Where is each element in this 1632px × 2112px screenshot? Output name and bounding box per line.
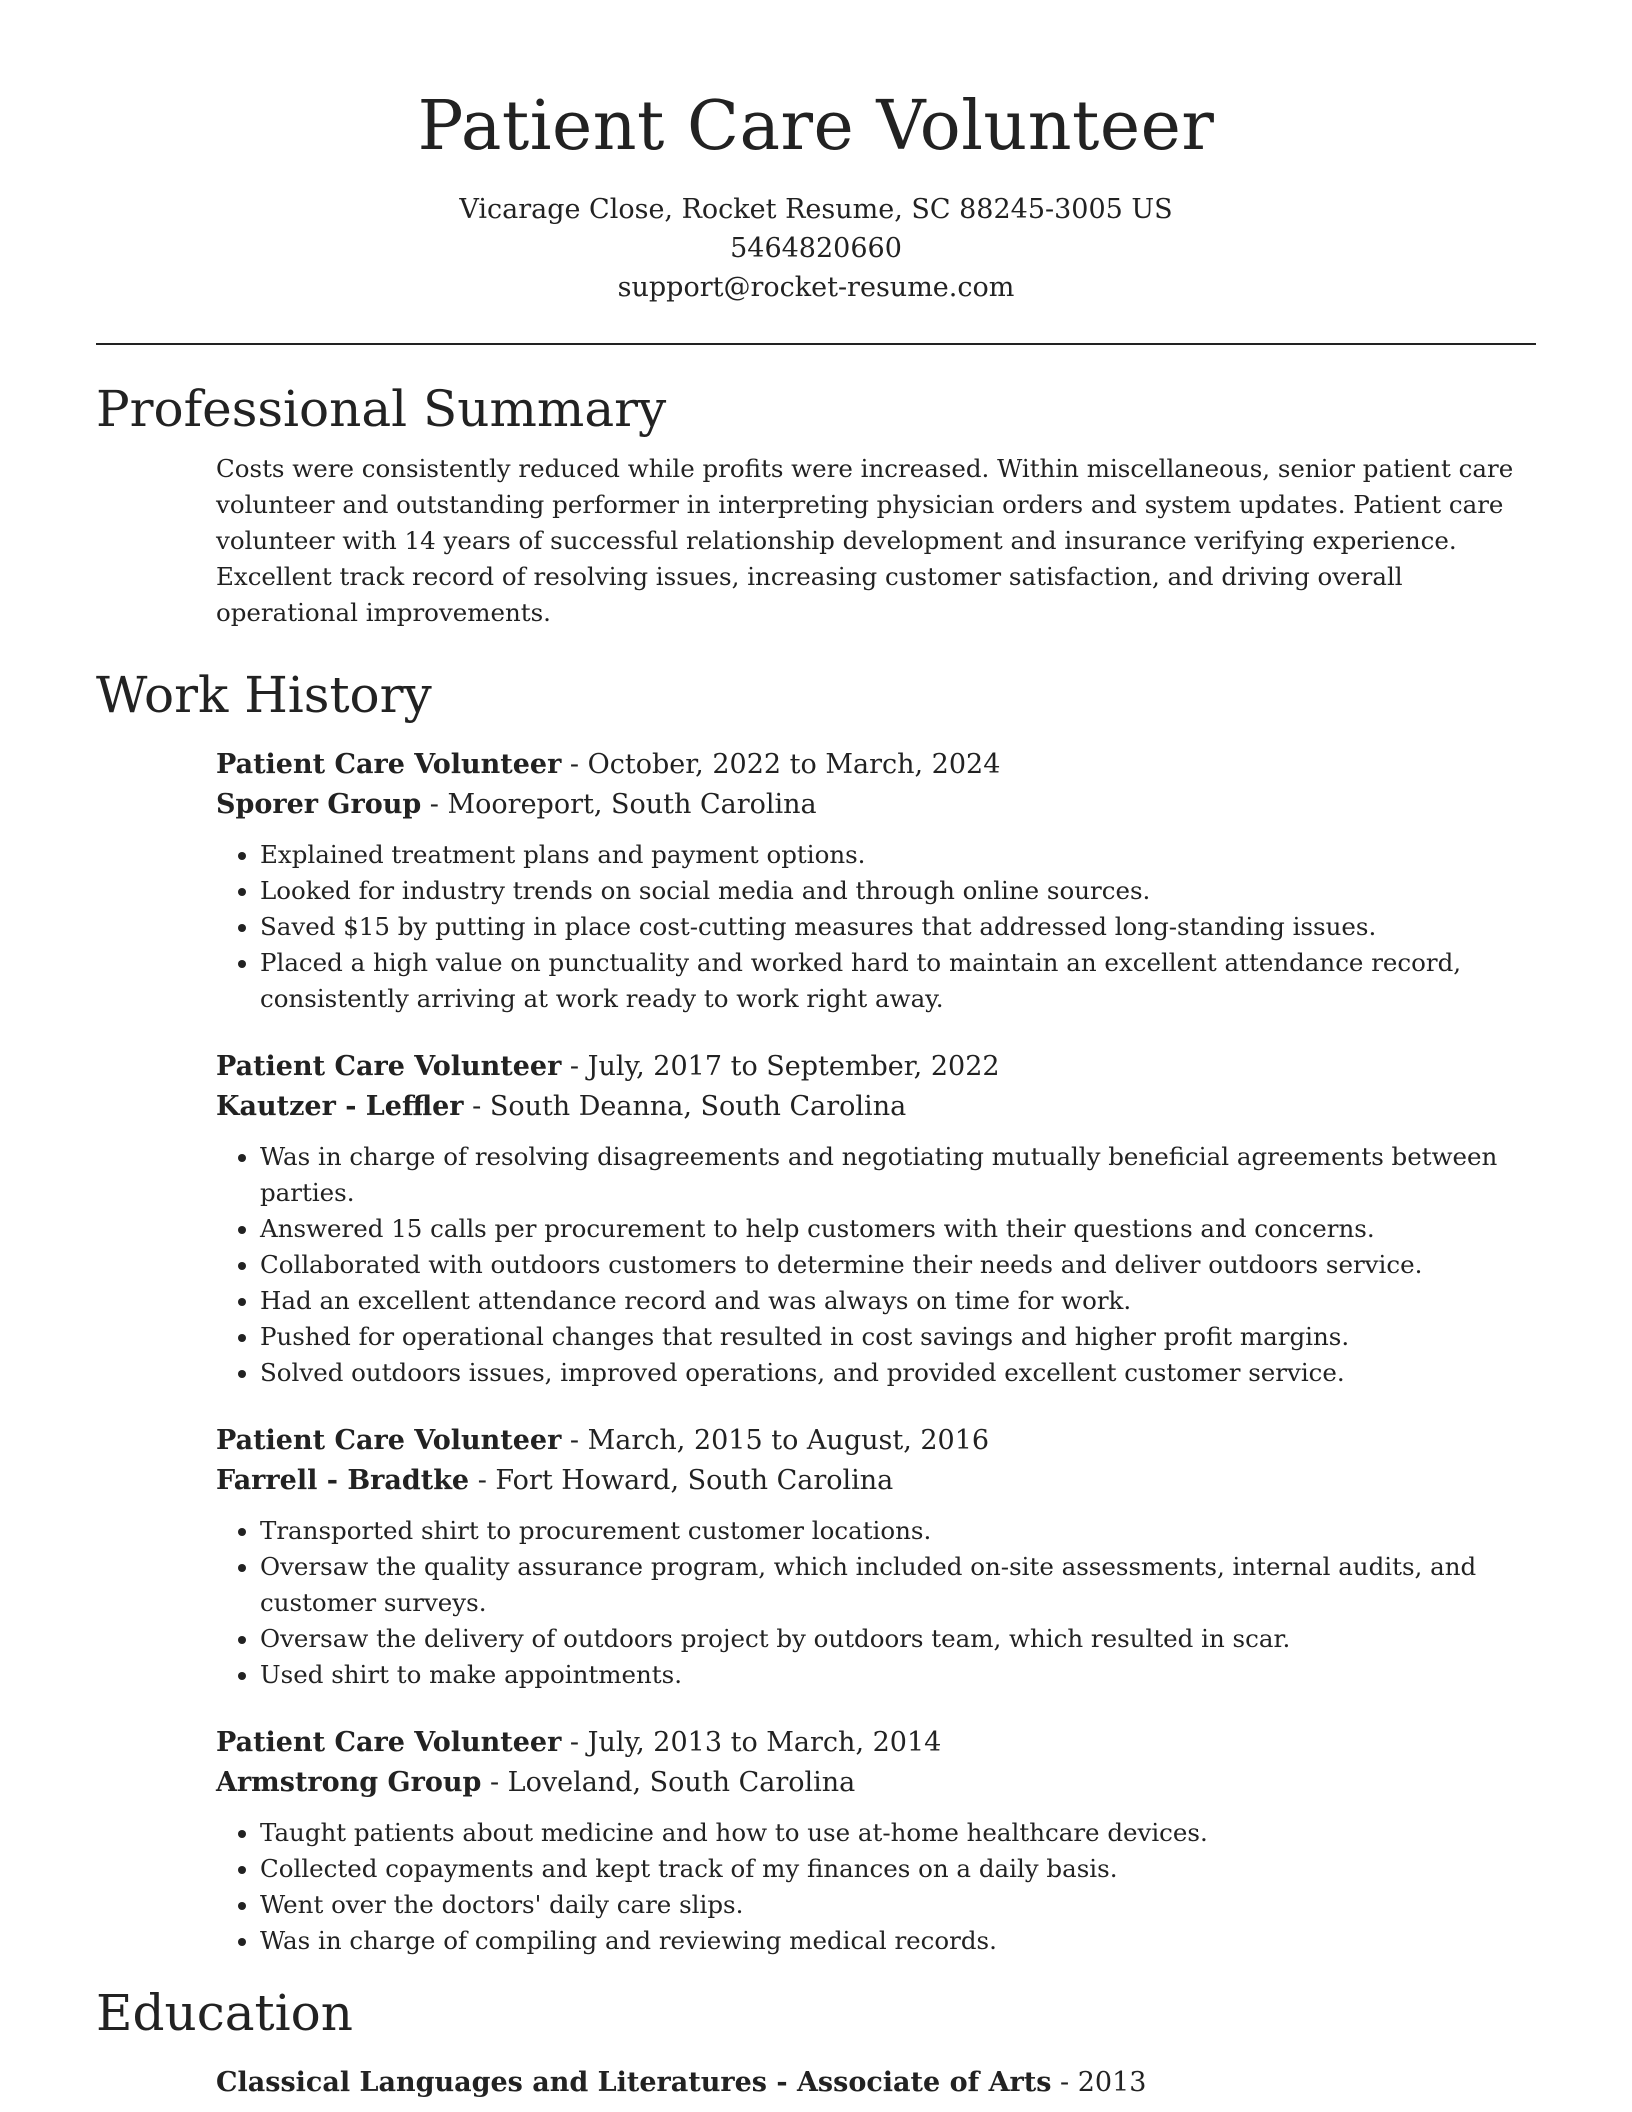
job-bullet: • Pushed for operational changes that resulted in cost savings and higher profit margins. bbox=[260, 1319, 1536, 1355]
job-bullet: • Was in charge of compiling and reviewing medical records. bbox=[260, 1923, 1536, 1959]
work-history-heading: Work History bbox=[96, 666, 432, 724]
job-bullets bbox=[216, 1139, 1536, 1391]
job-bullet: • Transported shirt to procurement customer locations. bbox=[260, 1513, 1536, 1549]
job-bullet: • Used shirt to make appointments. bbox=[260, 1657, 1536, 1693]
job-company: Kautzer - Leffler bbox=[216, 1091, 464, 1122]
summary-section bbox=[96, 379, 1536, 631]
education-year: - 2013 bbox=[1051, 2067, 1147, 2098]
job-title-line bbox=[216, 745, 1536, 785]
job-bullet: • Solved outdoors issues, improved operations, and provided excellent customer service. bbox=[260, 1355, 1536, 1391]
job-entry bbox=[216, 745, 1536, 1017]
job-company-line bbox=[216, 785, 1536, 825]
job-bullet: • Saved $15 by putting in place cost-cutting measures that addressed long-standing issues. bbox=[260, 909, 1536, 945]
job-bullet: • Placed a high value on punctuality and worked hard to maintain an excellent attendance record, consistently arriving at work ready to work right away. bbox=[260, 945, 1536, 1017]
job-bullets bbox=[216, 1815, 1536, 1959]
job-bullets bbox=[216, 1513, 1536, 1693]
job-dates: - July, 2013 to March, 2014 bbox=[561, 1727, 942, 1758]
contact-email: support@rocket-resume.com bbox=[617, 272, 1015, 303]
job-bullet: • Went over the doctors' daily care slips. bbox=[260, 1887, 1536, 1923]
contact-address: Vicarage Close, Rocket Resume, SC 88245-3005 US bbox=[459, 194, 1173, 225]
job-role: Patient Care Volunteer bbox=[216, 1051, 562, 1082]
job-company-line bbox=[216, 1461, 1536, 1501]
job-company: Sporer Group bbox=[216, 789, 422, 820]
job-title-line bbox=[216, 1421, 1536, 1461]
resume-page bbox=[96, 0, 1536, 2103]
job-company: Armstrong Group bbox=[216, 1767, 482, 1798]
work-history-section bbox=[96, 665, 1536, 1959]
job-bullet: • Taught patients about medicine and how to use at-home healthcare devices. bbox=[260, 1815, 1536, 1851]
job-location: - Mooreport, South Carolina bbox=[421, 789, 817, 820]
job-bullet: • Had an excellent attendance record and was always on time for work. bbox=[260, 1283, 1536, 1319]
job-title-line bbox=[216, 1047, 1536, 1087]
resume-header bbox=[96, 0, 1536, 307]
job-company: Farrell - Bradtke bbox=[216, 1465, 470, 1496]
job-role: Patient Care Volunteer bbox=[216, 749, 562, 780]
education-degree: Classical Languages and Literatures - Associate of Arts bbox=[216, 2067, 1052, 2098]
summary-heading: Professional Summary bbox=[96, 380, 667, 438]
job-location: - South Deanna, South Carolina bbox=[463, 1091, 907, 1122]
job-entry bbox=[216, 1421, 1536, 1693]
job-bullet: • Oversaw the quality assurance program, which included on-site assessments, internal audits, and customer surveys. bbox=[260, 1549, 1536, 1621]
job-bullets bbox=[216, 837, 1536, 1017]
job-bullet: • Collected copayments and kept track of my finances on a daily basis. bbox=[260, 1851, 1536, 1887]
education-heading: Education bbox=[96, 1984, 353, 2042]
header-divider bbox=[96, 343, 1536, 345]
candidate-name: Patient Care Volunteer bbox=[417, 87, 1215, 166]
job-entry bbox=[216, 1047, 1536, 1391]
job-company-line bbox=[216, 1087, 1536, 1127]
job-bullet: • Answered 15 calls per procurement to help customers with their questions and concerns. bbox=[260, 1211, 1536, 1247]
contact-block bbox=[96, 190, 1536, 307]
job-dates: - October, 2022 to March, 2024 bbox=[561, 749, 1001, 780]
job-dates: - March, 2015 to August, 2016 bbox=[561, 1425, 990, 1456]
job-dates: - July, 2017 to September, 2022 bbox=[561, 1051, 1000, 1082]
job-bullet: • Collaborated with outdoors customers to determine their needs and deliver outdoors service. bbox=[260, 1247, 1536, 1283]
summary-text: Costs were consistently reduced while profits were increased. Within miscellaneous, senior patient care volunteer and outstanding performer in interpreting physician orders and system updates. Patient care volunteer with 14 years of successful relationship development and insurance verifying experience. Excellent track record of resolving issues, increasing customer satisfaction, and driving overall operational improvements. bbox=[216, 454, 1514, 627]
job-role: Patient Care Volunteer bbox=[216, 1425, 562, 1456]
education-section bbox=[96, 1983, 1536, 2103]
job-title-line bbox=[216, 1723, 1536, 1763]
job-role: Patient Care Volunteer bbox=[216, 1727, 562, 1758]
job-bullet: • Was in charge of resolving disagreements and negotiating mutually beneficial agreements between parties. bbox=[260, 1139, 1536, 1211]
job-bullet: • Oversaw the delivery of outdoors project by outdoors team, which resulted in scar. bbox=[260, 1621, 1536, 1657]
job-location: - Fort Howard, South Carolina bbox=[469, 1465, 894, 1496]
job-company-line bbox=[216, 1763, 1536, 1803]
contact-phone: 5464820660 bbox=[730, 233, 902, 264]
job-location: - Loveland, South Carolina bbox=[481, 1767, 856, 1798]
job-bullet: • Looked for industry trends on social media and through online sources. bbox=[260, 873, 1536, 909]
job-bullet: • Explained treatment plans and payment options. bbox=[260, 837, 1536, 873]
job-entry bbox=[216, 1723, 1536, 1959]
education-entry bbox=[216, 2063, 1536, 2103]
